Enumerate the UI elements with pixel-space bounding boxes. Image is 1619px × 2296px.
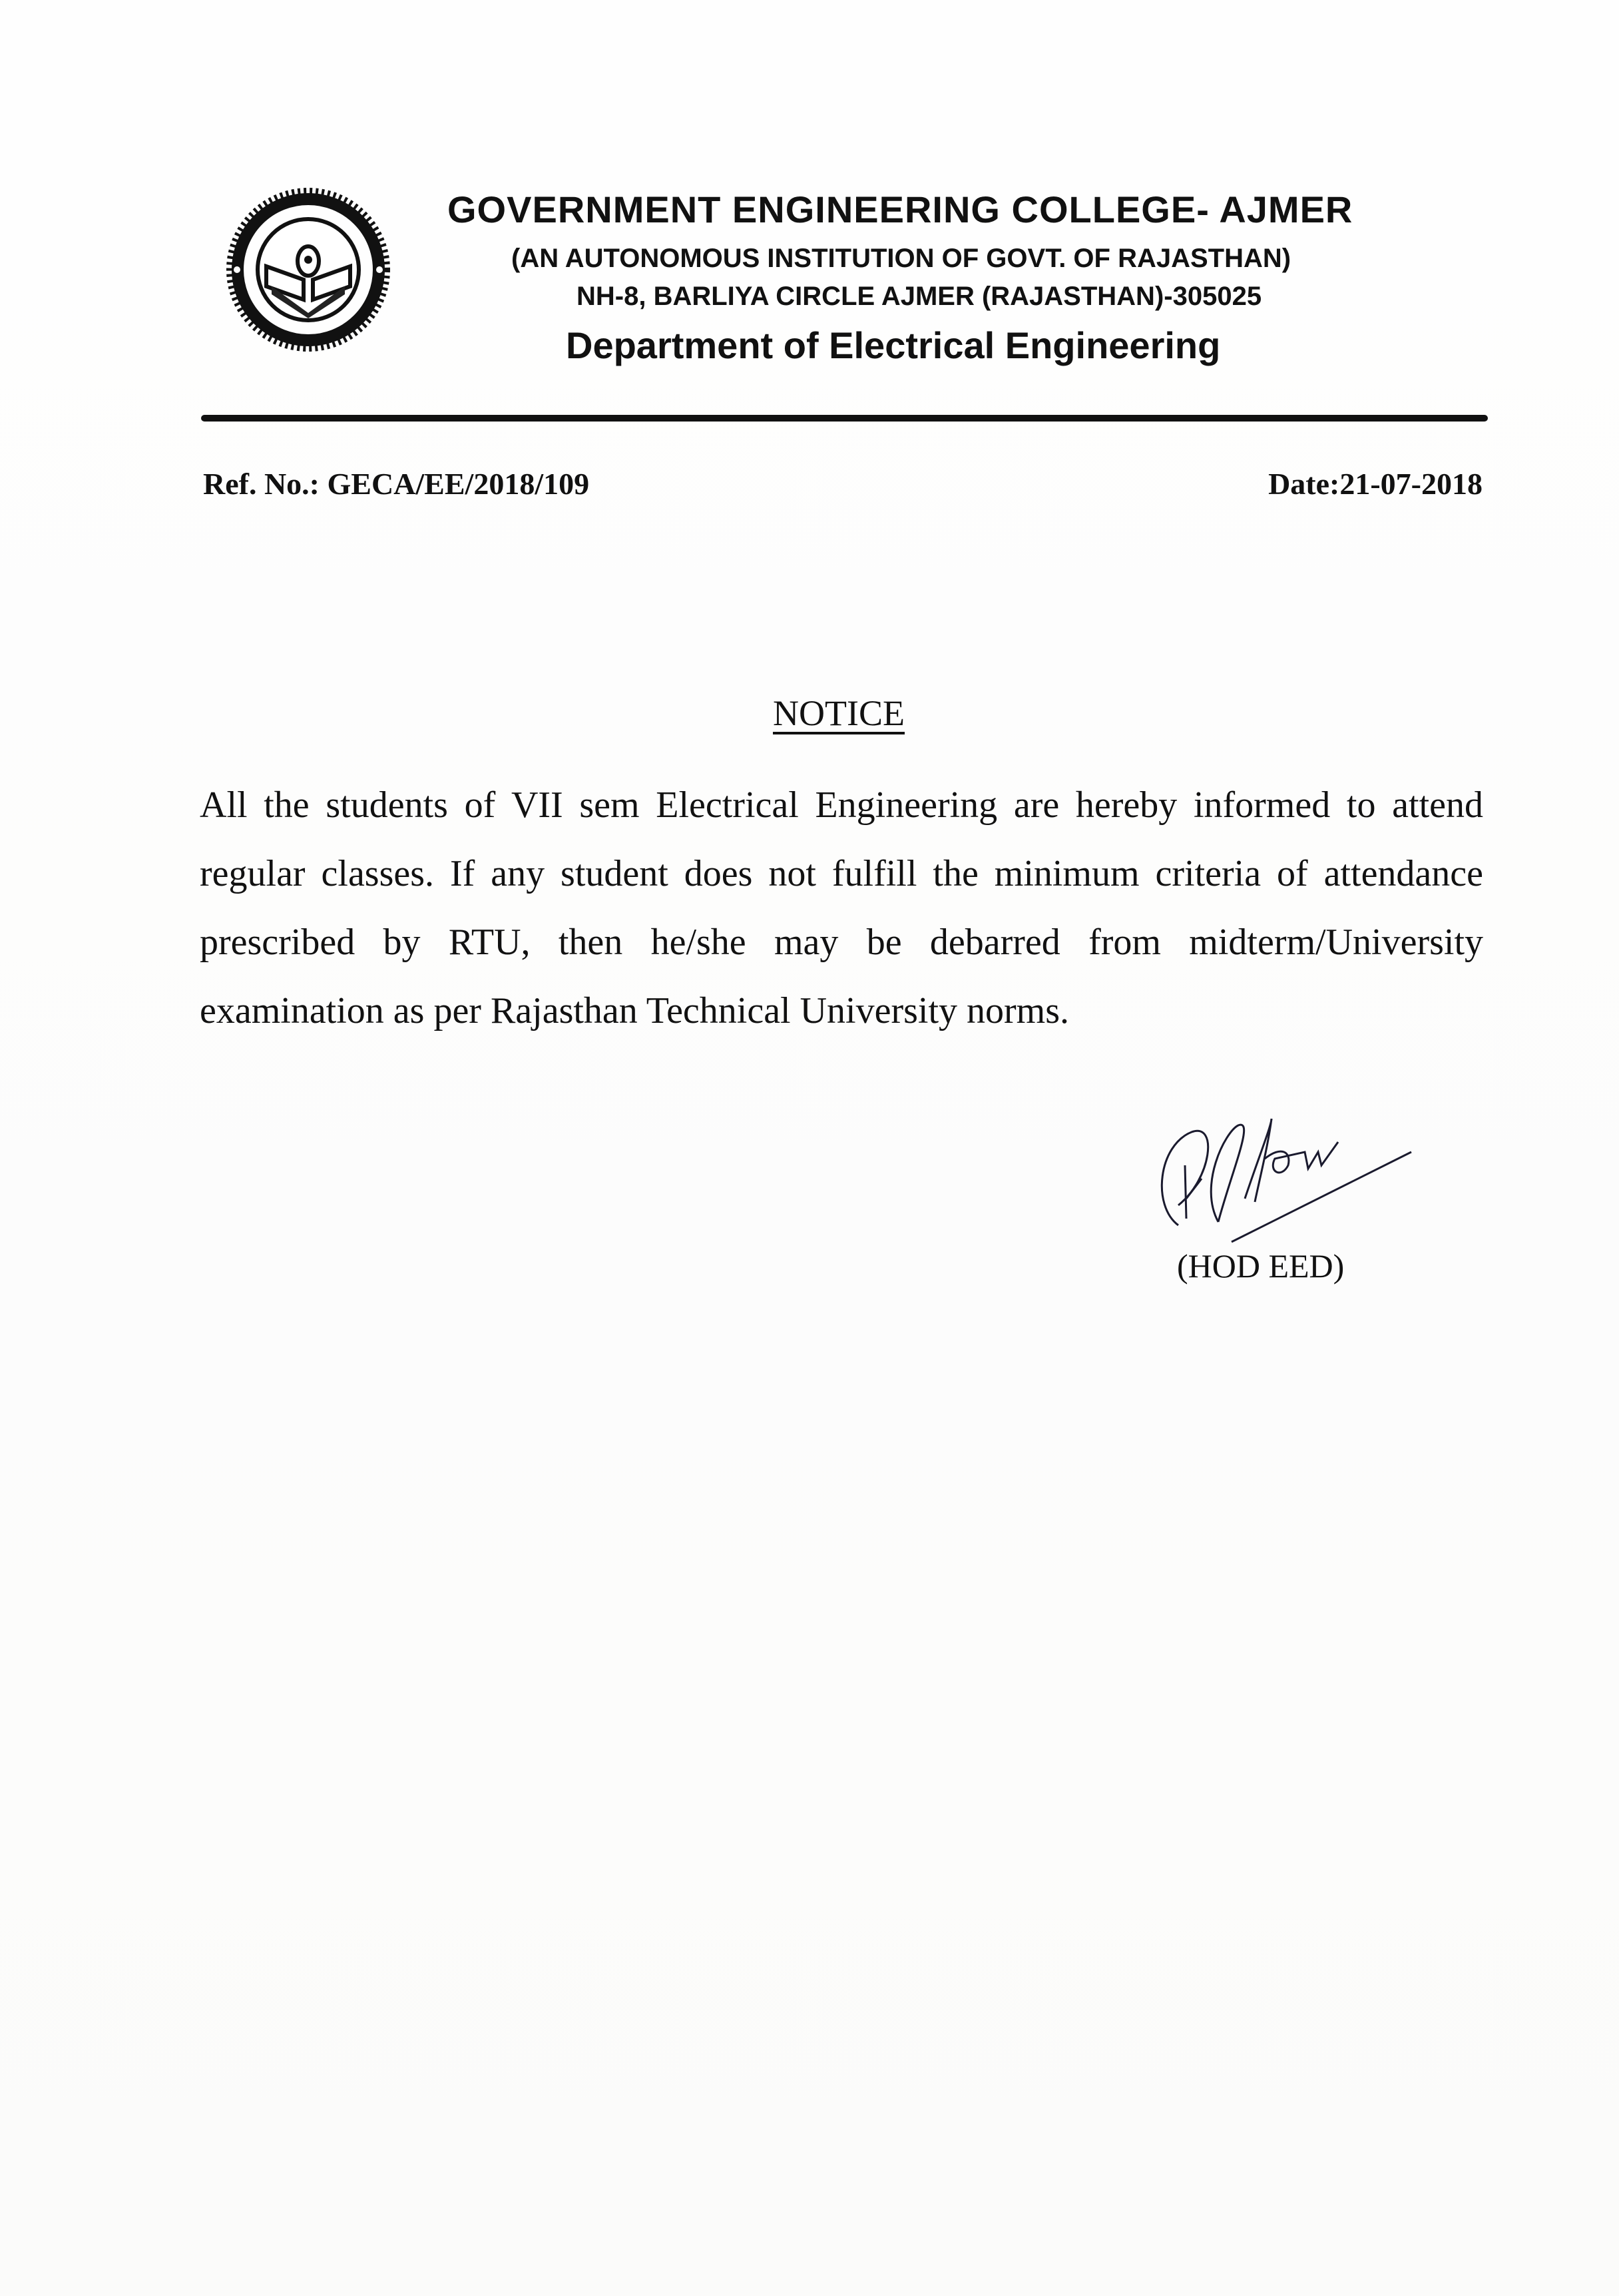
notice-body: All the students of VII sem Electrical Engineering are hereby informed to attend regular classes. If any student does not fulfill the minimum criteria of attendance prescribed by RTU, then he/she may be debarred from midterm/University examination as per Rajasthan Technical University norms. <box>200 784 1483 1031</box>
header-divider <box>201 415 1488 422</box>
signatory-designation: (HOD EED) <box>1177 1247 1345 1285</box>
institution-subtitle: (AN AUTONOMOUS INSTITUTION OF GOVT. OF RAJASTHAN) <box>511 244 1291 273</box>
institution-name: GOVERNMENT ENGINEERING COLLEGE- AJMER <box>447 188 1353 230</box>
institution-address: NH-8, BARLIYA CIRCLE AJMER (RAJASTHAN)-305025 <box>577 282 1262 311</box>
notice-date: Date:21-07-2018 <box>1268 467 1483 501</box>
department-name: Department of Electrical Engineering <box>566 324 1221 366</box>
signature-icon <box>1138 1105 1418 1252</box>
notice-title: NOTICE <box>773 693 905 733</box>
reference-number: Ref. No.: GECA/EE/2018/109 <box>203 467 590 501</box>
college-emblem-icon <box>225 186 391 353</box>
